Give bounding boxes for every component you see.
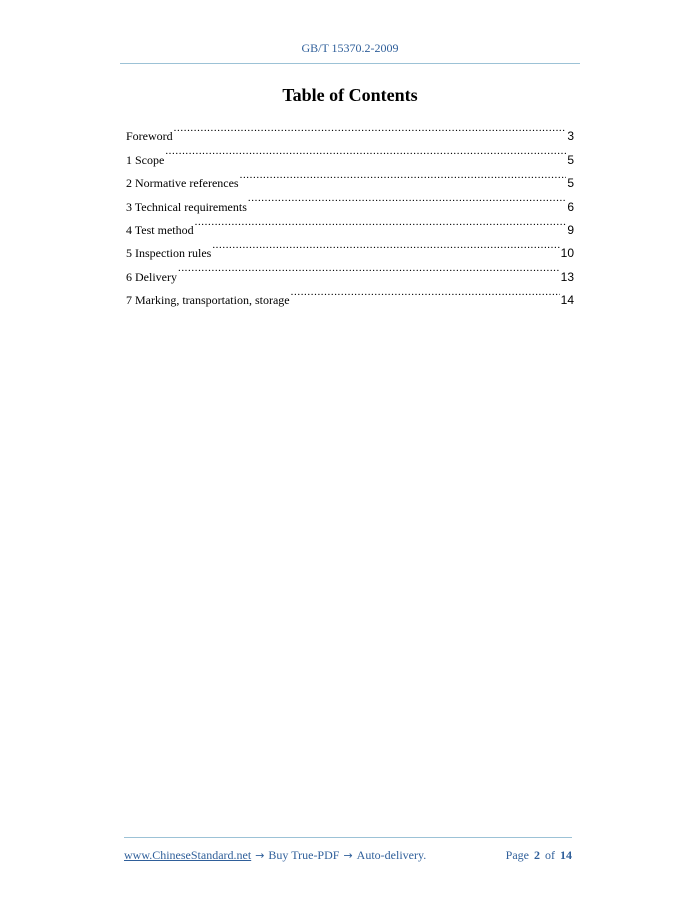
- toc-item-page: 5: [566, 149, 574, 172]
- toc-item-label: 1 Scope: [126, 152, 165, 167]
- toc-dot-leader: [165, 140, 566, 163]
- toc-dot-leader: [240, 164, 567, 187]
- page-footer: [124, 837, 572, 863]
- footer-promo: [124, 848, 426, 863]
- toc-item-label: 2 Normative references: [126, 176, 239, 191]
- site-link[interactable]: www.ChineseStandard.net: [124, 848, 252, 862]
- toc-item-marking[interactable]: [126, 281, 574, 308]
- toc-item-label: 7 Marking, transportation, storage: [126, 293, 290, 308]
- toc-item-page: 6: [566, 196, 574, 219]
- buy-pdf-text: Buy True-PDF: [268, 848, 340, 862]
- toc-dot-leader: [195, 211, 567, 234]
- current-page: 2: [534, 848, 540, 862]
- toc-item-page: 5: [566, 172, 574, 195]
- standard-number: GB/T 15370.2-2009: [301, 41, 399, 55]
- toc-dot-leader: [291, 281, 560, 304]
- toc-item-page: 9: [566, 219, 574, 242]
- toc-item-page: 3: [566, 125, 574, 148]
- page-header: [120, 38, 580, 64]
- toc-item-normative-references[interactable]: [126, 164, 574, 191]
- toc-item-delivery[interactable]: [126, 257, 574, 284]
- arrow-right-icon: →: [343, 849, 353, 862]
- page-title: Table of Contents: [282, 85, 418, 105]
- toc-item-label: 4 Test method: [126, 222, 194, 237]
- arrow-right-icon: →: [255, 849, 265, 862]
- toc-item-scope[interactable]: [126, 140, 574, 167]
- page-word: Page: [505, 848, 529, 862]
- toc-dot-leader: [212, 234, 559, 257]
- toc-item-label: 6 Delivery: [126, 269, 177, 284]
- toc-item-page: 13: [560, 266, 574, 289]
- toc-item-label: 3 Technical requirements: [126, 199, 247, 214]
- toc-item-label: 5 Inspection rules: [126, 246, 212, 261]
- toc-dot-leader: [178, 257, 560, 280]
- toc-dot-leader: [248, 187, 566, 210]
- toc-dot-leader: [174, 117, 567, 140]
- page-number: [506, 848, 572, 863]
- table-of-contents: [126, 117, 574, 308]
- auto-delivery-text: Auto-delivery.: [356, 848, 427, 862]
- of-word: of: [545, 848, 555, 862]
- toc-item-label: Foreword: [126, 129, 173, 144]
- toc-item-page: 14: [560, 289, 574, 312]
- total-pages: 14: [560, 848, 572, 862]
- toc-item-foreword[interactable]: [126, 117, 574, 144]
- toc-item-page: 10: [560, 242, 574, 265]
